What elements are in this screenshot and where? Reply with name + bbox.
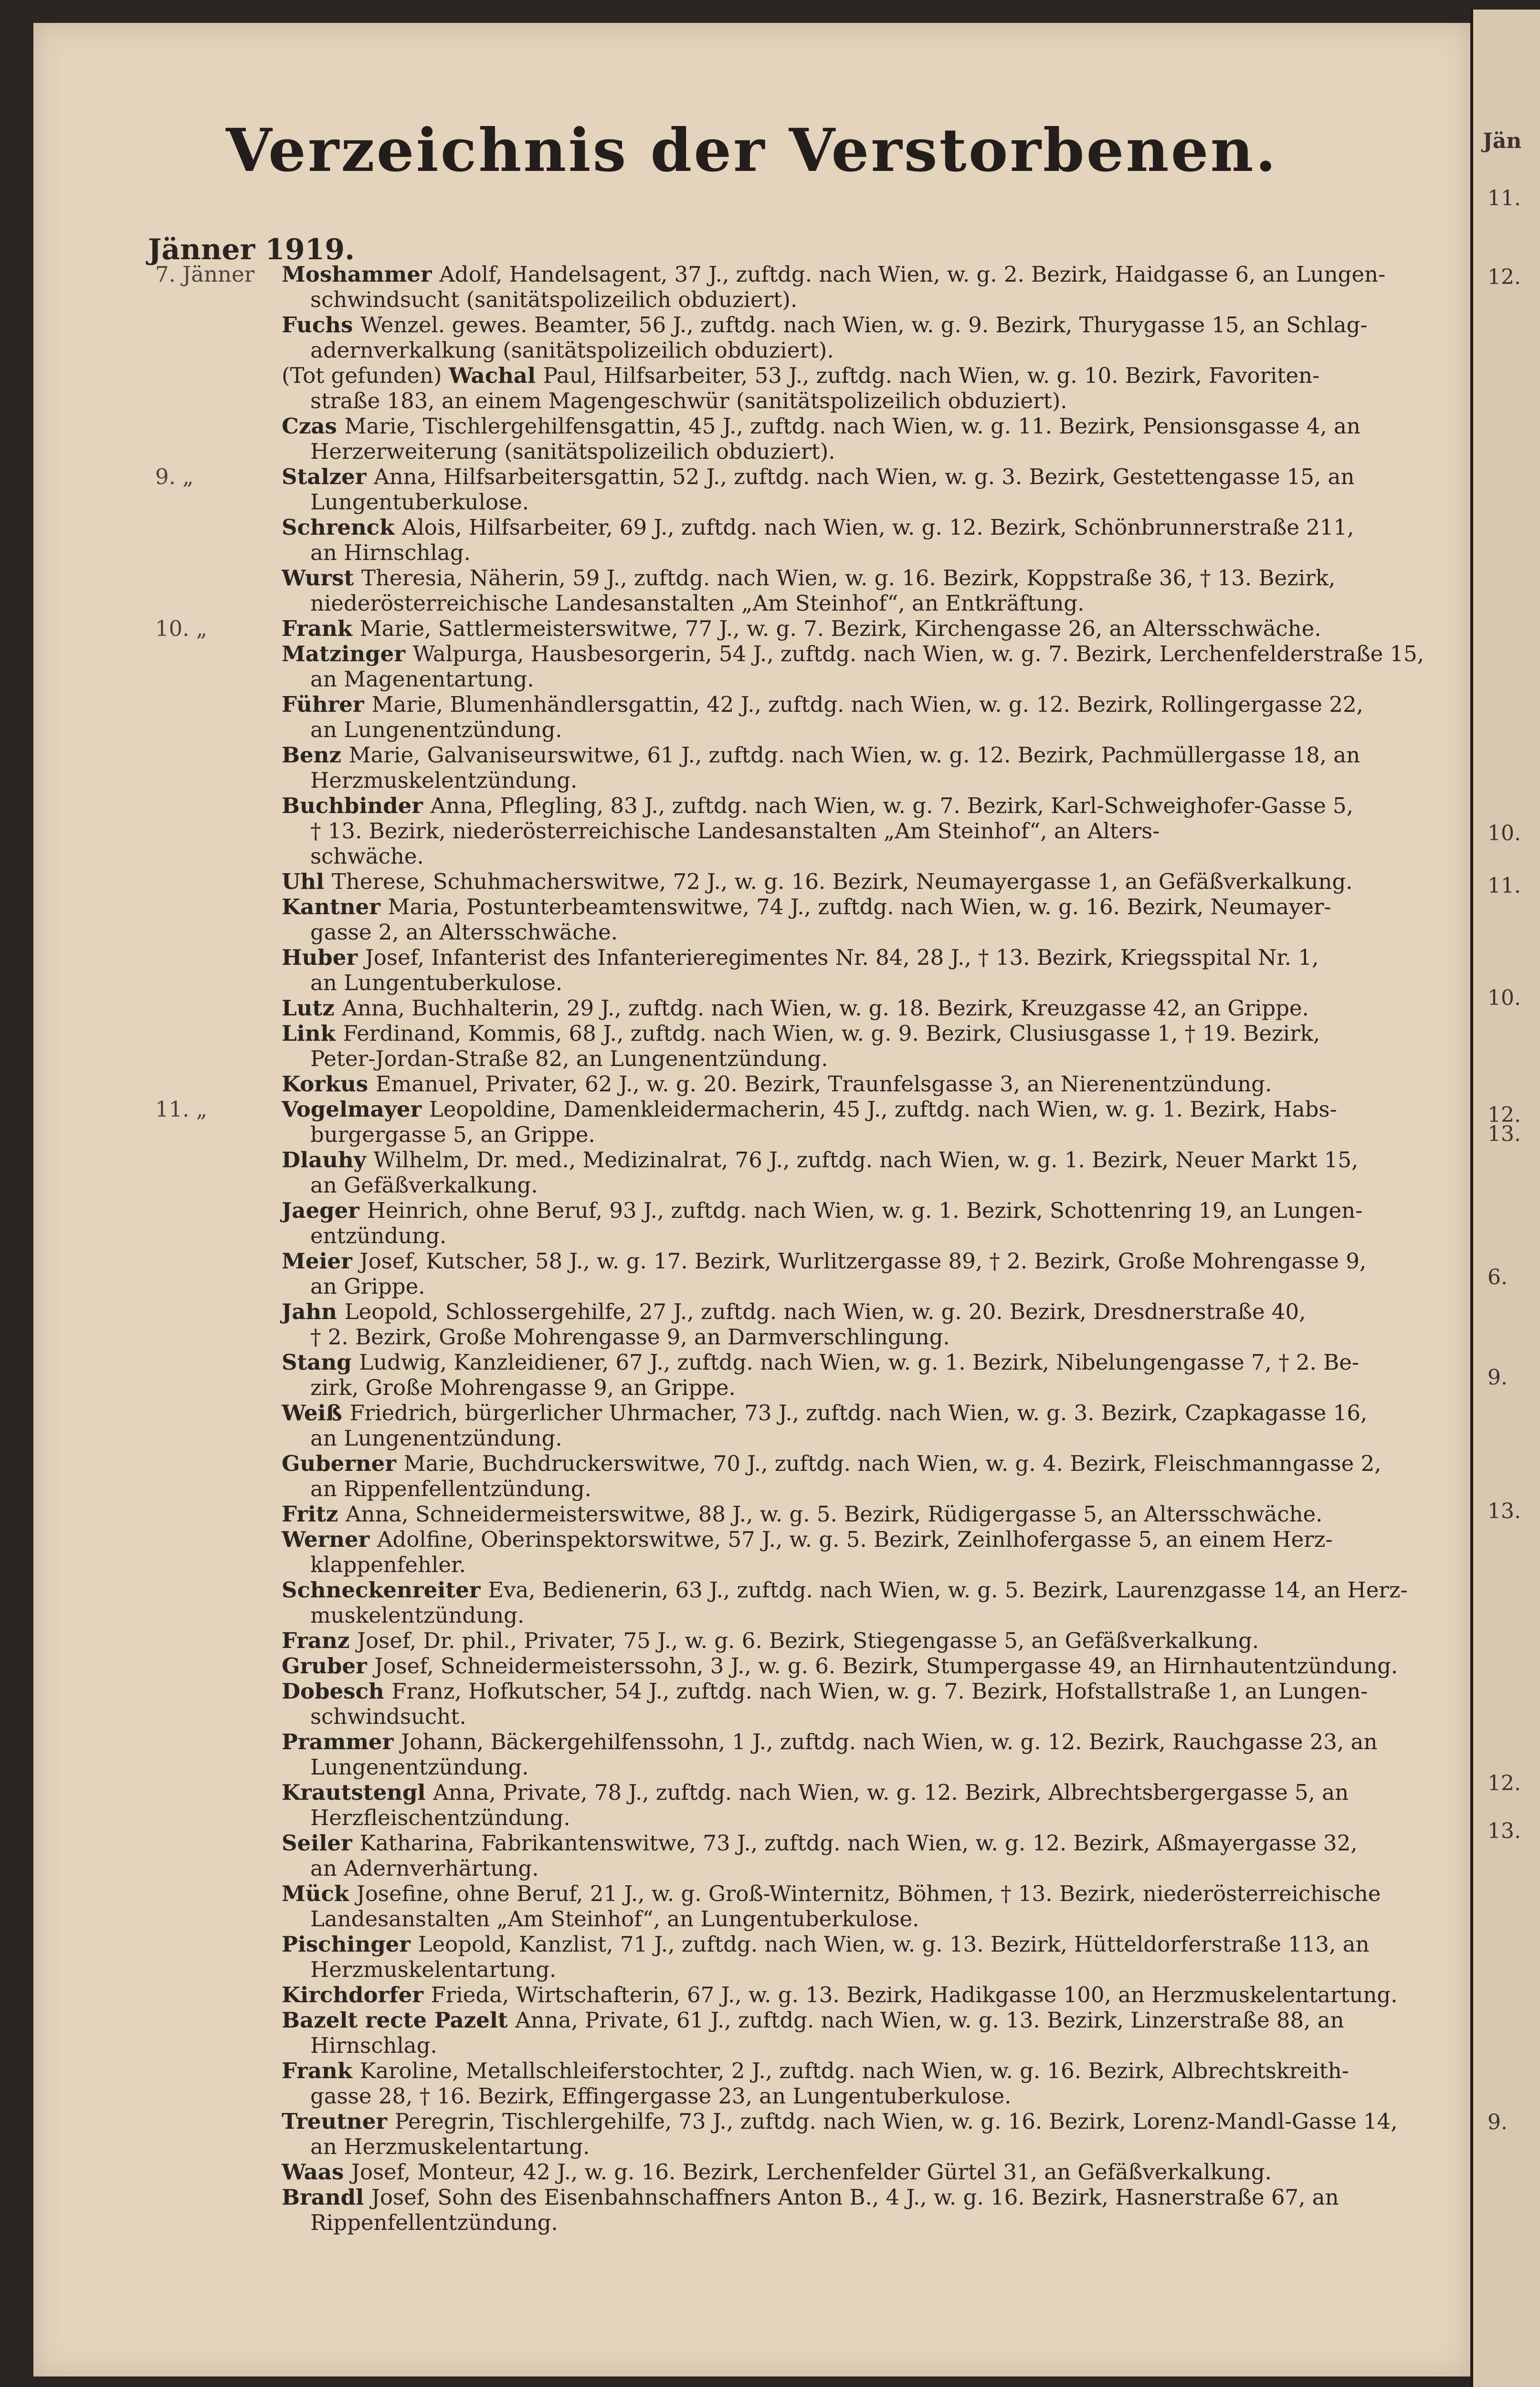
entry-list — [33, 262, 1470, 2235]
entry-details: Leopold, Schlossergehilfe, 27 J., zuftdg. nach Wien, w. g. 20. Bezirk, Dresdnerstraße 40, — [344, 1299, 1306, 1324]
next-page-edge — [1470, 10, 1540, 2387]
entry-details: Anna, Pflegling, 83 J., zuftdg. nach Wien, w. g. 7. Bezirk, Karl-Schweighofer-Gasse 5, — [430, 793, 1353, 818]
entry-name: Fritz — [282, 1501, 346, 1527]
entry-details: Leopoldine, Damenkleidermacherin, 45 J., zuftdg. nach Wien, w. g. 1. Bezirk, Habs- — [429, 1097, 1337, 1122]
entry-name: Dobesch — [282, 1679, 392, 1704]
entry-continuation: † 13. Bezirk, niederösterreichische Landesanstalten „Am Steinhof“, an Alters- — [310, 818, 1160, 844]
entry-name: Franz — [282, 1628, 357, 1653]
entry-continuation: an Rippenfellentzündung. — [310, 1476, 591, 1501]
list-item — [33, 1628, 1470, 1653]
entry-continuation: an Lungentuberkulose. — [310, 970, 563, 995]
entry-continuation: Peter-Jordan-Straße 82, an Lungenentzündung. — [310, 1046, 828, 1071]
entry-continuation: entzündung. — [310, 1223, 447, 1248]
list-item — [33, 1071, 1470, 1097]
entry-details: Leopold, Kanzlist, 71 J., zuftdg. nach Wien, w. g. 13. Bezirk, Hütteldorferstraße 113, an — [418, 1932, 1370, 1957]
entry-continuation: niederösterreichische Landesanstalten „Am Steinhof“, an Entkräftung. — [310, 591, 1085, 616]
entry-name: Matzinger — [282, 641, 413, 666]
entry-details: Therese, Schuhmacherswitwe, 72 J., w. g. 16. Bezirk, Neumayergasse 1, an Gefäßverkalkung. — [331, 869, 1353, 894]
entry-continuation: schwäche. — [310, 844, 424, 869]
entry-name: Brandl — [282, 2185, 371, 2210]
list-item — [33, 363, 1470, 413]
list-item — [33, 2109, 1470, 2159]
next-page-number: 11. — [1487, 186, 1521, 211]
entry-name: Jahn — [282, 1299, 345, 1324]
entry-name: Gruber — [282, 1653, 375, 1679]
entry-details: Franz, Hofkutscher, 54 J., zuftdg. nach Wien, w. g. 7. Bezirk, Hofstallstraße 1, an Lungen- — [391, 1679, 1368, 1704]
entry-details: Wilhelm, Dr. med., Medizinalrat, 76 J., zuftdg. nach Wien, w. g. 1. Bezirk, Neuer Markt 15, — [373, 1147, 1359, 1172]
entry-details: Marie, Sattlermeisterswitwe, 77 J., w. g. 7. Bezirk, Kirchengasse 26, an Altersschwäche. — [359, 616, 1321, 641]
entry-details: Marie, Buchdruckerswitwe, 70 J., zuftdg. nach Wien, w. g. 4. Bezirk, Fleischmanngasse 2, — [403, 1451, 1382, 1476]
next-page-number: 11. — [1487, 874, 1521, 898]
list-item — [33, 2007, 1470, 2058]
entry-details: Marie, Blumenhändlersgattin, 42 J., zuftdg. nach Wien, w. g. 12. Bezirk, Rollingergasse 22, — [371, 692, 1363, 717]
list-item — [33, 692, 1470, 742]
entry-name: Führer — [282, 692, 372, 717]
list-item — [33, 2058, 1470, 2109]
entry-name: Korkus — [282, 1071, 376, 1097]
list-item — [33, 742, 1470, 793]
entry-continuation: klappenfehler. — [310, 1552, 466, 1577]
entry-name: Wachal — [448, 363, 543, 388]
entry-name: Moshammer — [282, 262, 440, 287]
list-item — [33, 1653, 1470, 1679]
entry-continuation: an Adernverhärtung. — [310, 1856, 539, 1881]
entry-details: Theresia, Näherin, 59 J., zuftdg. nach Wien, w. g. 16. Bezirk, Koppstraße 36, † 13. Bezirk, — [361, 565, 1336, 591]
list-item — [33, 995, 1470, 1021]
page — [33, 23, 1470, 2376]
entry-continuation: Herzfleischentzündung. — [310, 1805, 570, 1830]
list-item — [33, 1729, 1470, 1780]
entry-name: Uhl — [282, 869, 332, 894]
entry-details: Adolfine, Oberinspektorswitwe, 57 J., w. g. 5. Bezirk, Zeinlhofergasse 5, an einem Herz- — [377, 1527, 1333, 1552]
entry-details: Katharina, Fabrikantenswitwe, 73 J., zuftdg. nach Wien, w. g. 12. Bezirk, Aßmayergasse 32, — [359, 1830, 1358, 1856]
next-page-number: 13. — [1487, 1499, 1521, 1523]
list-item — [33, 641, 1470, 692]
entry-continuation: muskelentzündung. — [310, 1603, 525, 1628]
list-item — [33, 413, 1470, 464]
next-page-number: 9. — [1487, 2110, 1508, 2134]
entry-name: Mück — [282, 1881, 357, 1906]
list-item — [33, 945, 1470, 995]
list-item — [33, 1097, 1470, 1147]
entry-continuation: schwindsucht. — [310, 1704, 466, 1729]
entry-name: Kirchdorfer — [282, 1982, 431, 2007]
next-page-number: 13. — [1487, 1819, 1521, 1843]
entry-details: Marie, Galvaniseurswitwe, 61 J., zuftdg. nach Wien, w. g. 12. Bezirk, Pachmüllergasse 18, an — [348, 742, 1361, 768]
list-item — [33, 894, 1470, 945]
entry-continuation: burgergasse 5, an Grippe. — [310, 1122, 595, 1147]
entry-details: Peregrin, Tischlergehilfe, 73 J., zuftdg. nach Wien, w. g. 16. Bezirk, Lorenz-Mandl-Gasse 14, — [394, 2109, 1398, 2134]
entry-details: Frieda, Wirtschafterin, 67 J., w. g. 13. Bezirk, Hadikgasse 100, an Herzmuskelentartung. — [431, 1982, 1398, 2007]
entry-name: Schneckenreiter — [282, 1577, 488, 1603]
entry-details: Alois, Hilfsarbeiter, 69 J., zuftdg. nach Wien, w. g. 12. Bezirk, Schönbrunnerstraße 211, — [401, 515, 1354, 540]
list-item — [33, 1527, 1470, 1577]
next-page-number: 9. — [1487, 1365, 1508, 1390]
entry-details: Anna, Schneidermeisterswitwe, 88 J., w. g. 5. Bezirk, Rüdigergasse 5, an Altersschwäche. — [345, 1501, 1323, 1527]
list-item — [33, 1400, 1470, 1451]
entry-name: Stalzer — [282, 464, 374, 489]
entry-continuation: Lungenentzündung. — [310, 1754, 529, 1780]
entry-details: Anna, Private, 61 J., zuftdg. nach Wien, w. g. 13. Bezirk, Linzerstraße 88, an — [515, 2007, 1344, 2033]
entry-name: Waas — [282, 2159, 351, 2185]
entry-name: Dlauhy — [282, 1147, 374, 1172]
entry-details: Maria, Postunterbeamtenswitwe, 74 J., zuftdg. nach Wien, w. g. 16. Bezirk, Neumayer- — [388, 894, 1331, 919]
list-item — [33, 1299, 1470, 1350]
entry-continuation: an Herzmuskelentartung. — [310, 2134, 590, 2159]
entry-name: Link — [282, 1021, 343, 1046]
list-item — [33, 1198, 1470, 1248]
entry-details: Friedrich, bürgerlicher Uhrmacher, 73 J., zuftdg. nach Wien, w. g. 3. Bezirk, Czapkagasse 16, — [349, 1400, 1368, 1426]
entry-name: Frank — [282, 2058, 360, 2083]
list-item — [33, 1021, 1470, 1071]
next-page-number: 12. — [1487, 265, 1521, 289]
entry-details: Adolf, Handelsagent, 37 J., zuftdg. nach Wien, w. g. 2. Bezirk, Haidgasse 6, an Lungen- — [439, 262, 1386, 287]
entry-details: Josef, Sohn des Eisenbahnschaffners Anton B., 4 J., w. g. 16. Bezirk, Hasnerstraße 67, an — [371, 2185, 1339, 2210]
list-item — [33, 1248, 1470, 1299]
list-item — [33, 1350, 1470, 1400]
entry-details: Anna, Hilfsarbeitersgattin, 52 J., zuftdg. nach Wien, w. g. 3. Bezirk, Gestettengasse 15, an — [374, 464, 1355, 489]
entry-details: Ferdinand, Kommis, 68 J., zuftdg. nach Wien, w. g. 9. Bezirk, Clusiusgasse 1, † 19. Bezirk, — [343, 1021, 1320, 1046]
entry-details: Heinrich, ohne Beruf, 93 J., zuftdg. nach Wien, w. g. 1. Bezirk, Schottenring 19, an Lungen- — [367, 1198, 1363, 1223]
entry-continuation: straße 183, an einem Magengeschwür (sanitätspolizeilich obduziert). — [310, 388, 1067, 413]
entry-continuation: Landesanstalten „Am Steinhof“, an Lungentuberkulose. — [310, 1906, 919, 1932]
entry-details: Josef, Infanterist des Infanterieregimentes Nr. 84, 28 J., † 13. Bezirk, Kriegsspital Nr. 1, — [365, 945, 1319, 970]
entry-details: Walpurga, Hausbesorgerin, 54 J., zuftdg. nach Wien, w. g. 7. Bezirk, Lerchenfelderstraße 15, — [412, 641, 1424, 666]
list-item — [33, 2159, 1470, 2185]
entry-details: Marie, Tischlergehilfensgattin, 45 J., zuftdg. nach Wien, w. g. 11. Bezirk, Pensionsgasse 4, an — [344, 413, 1361, 439]
list-item — [33, 1881, 1470, 1932]
list-item — [33, 1451, 1470, 1501]
entry-name: Seiler — [282, 1830, 360, 1856]
list-item — [33, 1679, 1470, 1729]
list-item — [33, 2185, 1470, 2235]
list-item — [33, 565, 1470, 616]
next-page-number: 10. — [1487, 986, 1521, 1010]
entry-details: Josef, Dr. phil., Privater, 75 J., w. g. 6. Bezirk, Stiegengasse 5, an Gefäßverkalkung. — [357, 1628, 1259, 1653]
entry-continuation: an Grippe. — [310, 1274, 425, 1299]
entry-continuation: schwindsucht (sanitätspolizeilich obduziert). — [310, 287, 798, 312]
entry-continuation: gasse 2, an Altersschwäche. — [310, 919, 618, 945]
entry-date: 9. „ — [155, 464, 194, 489]
entry-details: Paul, Hilfsarbeiter, 53 J., zuftdg. nach Wien, w. g. 10. Bezirk, Favoriten- — [543, 363, 1320, 388]
list-item — [33, 1147, 1470, 1198]
next-page-number: 10. — [1487, 821, 1521, 845]
entry-continuation: Lungentuberkulose. — [310, 489, 529, 515]
entry-name: Buchbinder — [282, 793, 431, 818]
entry-details: Josef, Kutscher, 58 J., w. g. 17. Bezirk, Wurlitzergasse 89, † 2. Bezirk, Große Mohrengasse 9, — [359, 1248, 1367, 1274]
list-item — [33, 616, 1470, 641]
entry-name: Pischinger — [282, 1932, 418, 1957]
list-item — [33, 1577, 1470, 1628]
entry-continuation: gasse 28, † 16. Bezirk, Effingergasse 23, an Lungentuberkulose. — [310, 2083, 1012, 2109]
list-item — [33, 1501, 1470, 1527]
list-item — [33, 515, 1470, 565]
entry-date: 10. „ — [155, 616, 208, 641]
entry-details: Josef, Schneidermeisterssohn, 3 J., w. g. 6. Bezirk, Stumpergasse 49, an Hirnhautentzündung. — [374, 1653, 1398, 1679]
entry-details: Josef, Monteur, 42 J., w. g. 16. Bezirk, Lerchenfelder Gürtel 31, an Gefäßverkalkung. — [351, 2159, 1272, 2185]
entry-prefix: (Tot gefunden) — [282, 363, 449, 388]
entry-continuation: Rippenfellentzündung. — [310, 2210, 558, 2235]
entry-continuation: an Lungenentzündung. — [310, 1426, 562, 1451]
entry-name: Frank — [282, 616, 360, 641]
page-title: Verzeichnis der Verstorbenen. — [226, 116, 1278, 185]
entry-continuation: Hirnschlag. — [310, 2033, 437, 2058]
entry-details: Johann, Bäckergehilfenssohn, 1 J., zuftdg. nach Wien, w. g. 12. Bezirk, Rauchgasse 23, an — [401, 1729, 1378, 1754]
entry-name: Bazelt recte Pazelt — [282, 2007, 516, 2033]
list-item — [33, 869, 1470, 894]
entry-details: Wenzel. gewes. Beamter, 56 J., zuftdg. nach Wien, w. g. 9. Bezirk, Thurygasse 15, an Schlag- — [360, 312, 1368, 338]
entry-continuation: Herzerweiterung (sanitätspolizeilich obduziert). — [310, 439, 835, 464]
entry-name: Huber — [282, 945, 365, 970]
entry-name: Vogelmayer — [282, 1097, 429, 1122]
next-page-number: 13. — [1487, 1122, 1521, 1146]
entry-name: Lutz — [282, 995, 342, 1021]
list-item — [33, 1982, 1470, 2007]
entry-name: Stang — [282, 1350, 359, 1375]
next-page-number: 12. — [1487, 1771, 1521, 1796]
next-page-number: 6. — [1487, 1265, 1508, 1289]
entry-continuation: Herzmuskelentartung. — [310, 1957, 557, 1982]
entry-details: Emanuel, Privater, 62 J., w. g. 20. Bezirk, Traunfelsgasse 3, an Nierenentzündung. — [375, 1071, 1272, 1097]
entry-name: Treutner — [282, 2109, 395, 2134]
entry-details: Anna, Buchhalterin, 29 J., zuftdg. nach Wien, w. g. 18. Bezirk, Kreuzgasse 42, an Grippe. — [342, 995, 1309, 1021]
entry-continuation: Herzmuskelentzündung. — [310, 768, 578, 793]
entry-continuation: an Magenentartung. — [310, 666, 534, 692]
list-item — [33, 793, 1470, 869]
next-page-number: 12. — [1487, 1103, 1521, 1127]
list-item — [33, 1780, 1470, 1830]
entry-date: 11. „ — [155, 1097, 208, 1122]
entry-name: Guberner — [282, 1451, 404, 1476]
list-item — [33, 1932, 1470, 1982]
entry-details: Josefine, ohne Beruf, 21 J., w. g. Groß-Winternitz, Böhmen, † 13. Bezirk, niederösterreichische — [356, 1881, 1381, 1906]
month-heading: Jänner 1919. — [148, 233, 355, 266]
entry-date: 7. Jänner — [155, 262, 255, 287]
entry-continuation: an Gefäßverkalkung. — [310, 1172, 538, 1198]
entry-continuation: an Lungenentzündung. — [310, 717, 562, 742]
entry-continuation: † 2. Bezirk, Große Mohrengasse 9, an Darmverschlingung. — [310, 1324, 950, 1350]
entry-name: Kantner — [282, 894, 388, 919]
entry-name: Fuchs — [282, 312, 360, 338]
list-item — [33, 1830, 1470, 1881]
next-page-header: Jän — [1483, 129, 1522, 153]
entry-name: Weiß — [282, 1400, 350, 1426]
entry-name: Werner — [282, 1527, 377, 1552]
entry-name: Meier — [282, 1248, 360, 1274]
entry-details: Eva, Bedienerin, 63 J., zuftdg. nach Wien, w. g. 5. Bezirk, Laurenzgasse 14, an Herz- — [488, 1577, 1408, 1603]
entry-details: Karoline, Metallschleiferstochter, 2 J., zuftdg. nach Wien, w. g. 16. Bezirk, Albrechtskreith- — [359, 2058, 1349, 2083]
entry-continuation: adernverkalkung (sanitätspolizeilich obduziert). — [310, 338, 834, 363]
list-item — [33, 262, 1470, 312]
entry-name: Krautstengl — [282, 1780, 433, 1805]
list-item — [33, 464, 1470, 515]
entry-name: Benz — [282, 742, 349, 768]
entry-details: Anna, Private, 78 J., zuftdg. nach Wien, w. g. 12. Bezirk, Albrechtsbergergasse 5, an — [433, 1780, 1349, 1805]
entry-name: Jaeger — [282, 1198, 367, 1223]
entry-continuation: zirk, Große Mohrengasse 9, an Grippe. — [310, 1375, 736, 1400]
list-item — [33, 312, 1470, 363]
entry-details: Ludwig, Kanzleidiener, 67 J., zuftdg. nach Wien, w. g. 1. Bezirk, Nibelungengasse 7, † 2. Be- — [359, 1350, 1360, 1375]
entry-name: Prammer — [282, 1729, 401, 1754]
entry-continuation: an Hirnschlag. — [310, 540, 471, 565]
entry-name: Schrenck — [282, 515, 402, 540]
entry-name: Czas — [282, 413, 345, 439]
entry-name: Wurst — [282, 565, 361, 591]
